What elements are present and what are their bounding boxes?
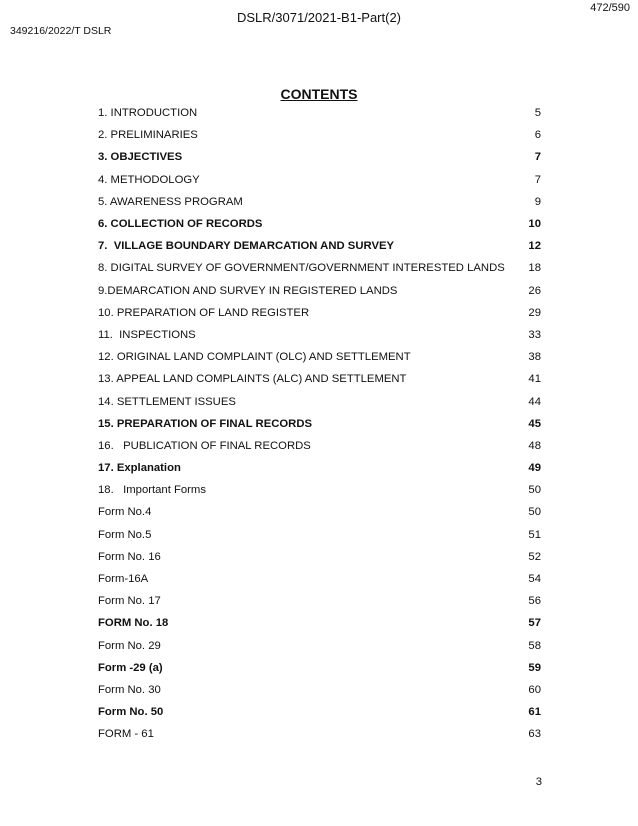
toc-entry-label: Form No. 29 — [98, 639, 161, 652]
toc-entry-page: 60 — [528, 683, 541, 696]
toc-entry-page: 50 — [528, 506, 541, 519]
toc-entry-page: 57 — [528, 617, 541, 630]
toc-entry-page: 52 — [528, 550, 541, 563]
toc-entry — [98, 479, 541, 501]
toc-entry-label: 16. PUBLICATION OF FINAL RECORDS — [98, 439, 311, 452]
toc-entry-label: Form No. 17 — [98, 595, 161, 608]
file-reference: 349216/2022/T DSLR — [10, 25, 112, 37]
toc-entry — [98, 657, 541, 679]
toc-entry — [98, 257, 541, 279]
toc-entry-label: 15. PREPARATION OF FINAL RECORDS — [98, 417, 313, 430]
toc-entry-label: FORM No. 18 — [98, 617, 169, 630]
contents-title: CONTENTS — [280, 86, 358, 102]
toc-entry-label: 7. VILLAGE BOUNDARY DEMARCATION AND SURVEY — [98, 240, 395, 253]
document-reference: DSLR/3071/2021-B1-Part(2) — [236, 10, 402, 25]
toc-entry-page: 7 — [534, 173, 541, 186]
toc-entry-label: 6. COLLECTION OF RECORDS — [98, 218, 263, 231]
toc-entry-label: 5. AWARENESS PROGRAM — [98, 195, 243, 208]
toc-entry-label: Form No.4 — [98, 506, 152, 519]
toc-entry-label: Form No. 16 — [98, 550, 161, 563]
toc-entry-label: Form No. 50 — [98, 706, 164, 719]
toc-entry — [98, 723, 541, 745]
toc-entry-page: 5 — [534, 107, 541, 120]
toc-entry — [98, 346, 541, 368]
toc-entry — [98, 146, 541, 168]
toc-entry-label: FORM - 61 — [98, 728, 154, 741]
toc-entry — [98, 302, 541, 324]
toc-entry-label: 12. ORIGINAL LAND COMPLAINT (OLC) AND SETTLEMENT — [98, 351, 411, 364]
toc-entry — [98, 102, 541, 124]
toc-entry-label: 18. Important Forms — [98, 484, 206, 497]
toc-entry — [98, 124, 541, 146]
toc-entry — [98, 280, 541, 302]
toc-entry — [98, 612, 541, 634]
toc-entry-label: 1. INTRODUCTION — [98, 107, 198, 120]
toc-entry-page: 33 — [528, 328, 541, 341]
toc-entry-label: 8. DIGITAL SURVEY OF GOVERNMENT/GOVERNMENT INTERESTED LANDS — [98, 262, 505, 275]
toc-entry — [98, 635, 541, 657]
toc-entry-label: 2. PRELIMINARIES — [98, 129, 198, 142]
toc-entry-page: 41 — [528, 373, 541, 386]
toc-entry-label: 11. INSPECTIONS — [98, 328, 196, 341]
toc-entry-label: 14. SETTLEMENT ISSUES — [98, 395, 236, 408]
toc-entry — [98, 413, 541, 435]
toc-entry-page: 48 — [528, 439, 541, 452]
toc-entry — [98, 435, 541, 457]
toc-entry-page: 44 — [528, 395, 541, 408]
toc-entry — [98, 390, 541, 412]
toc-entry-page: 63 — [528, 728, 541, 741]
toc-entry-page: 51 — [528, 528, 541, 541]
toc-entry-label: 4. METHODOLOGY — [98, 173, 200, 186]
toc-entry — [98, 524, 541, 546]
toc-entry-label: 17. Explanation — [98, 462, 181, 475]
toc-entry-label: 3. OBJECTIVES — [98, 151, 183, 164]
toc-entry-label: 9.DEMARCATION AND SURVEY IN REGISTERED LANDS — [98, 284, 398, 297]
toc-entry — [98, 546, 541, 568]
toc-entry-label: 10. PREPARATION OF LAND REGISTER — [98, 306, 310, 319]
toc-entry-page: 49 — [528, 462, 541, 475]
toc-entry — [98, 590, 541, 612]
toc-entry-label: 13. APPEAL LAND COMPLAINTS (ALC) AND SETTLEMENT — [98, 373, 407, 386]
toc-entry — [98, 501, 541, 523]
toc-entry-page: 58 — [528, 639, 541, 652]
toc-entry-label: Form No.5 — [98, 528, 152, 541]
toc-entry-page: 18 — [528, 262, 541, 275]
toc-entry-label: Form-16A — [98, 573, 149, 586]
toc-entry-page: 45 — [528, 417, 541, 430]
toc-entry — [98, 169, 541, 191]
toc-entry-page: 56 — [528, 595, 541, 608]
toc-entry-page: 7 — [534, 151, 541, 164]
toc-entry — [98, 213, 541, 235]
toc-entry — [98, 368, 541, 390]
toc-entry-label: Form -29 (a) — [98, 661, 163, 674]
toc-entry-page: 61 — [528, 706, 541, 719]
toc-entry-page: 12 — [528, 240, 541, 253]
toc-entry-page: 9 — [534, 195, 541, 208]
toc-entry — [98, 235, 541, 257]
toc-entry — [98, 701, 541, 723]
toc-entry-page: 10 — [528, 218, 541, 231]
toc-entry-page: 50 — [528, 484, 541, 497]
toc-entry — [98, 679, 541, 701]
toc-entry — [98, 457, 541, 479]
toc-entry-page: 26 — [528, 284, 541, 297]
toc-entry — [98, 324, 541, 346]
toc-entry-label: Form No. 30 — [98, 683, 161, 696]
toc-entry — [98, 568, 541, 590]
toc-entry-page: 29 — [528, 306, 541, 319]
toc-entry-page: 54 — [528, 573, 541, 586]
toc-entry-page: 38 — [528, 351, 541, 364]
page-counter: 472/590 — [590, 2, 630, 14]
toc-entry-page: 59 — [528, 661, 541, 674]
toc-entry-page: 6 — [534, 129, 541, 142]
table-of-contents — [98, 102, 541, 745]
page-number: 3 — [535, 776, 542, 788]
toc-entry — [98, 191, 541, 213]
